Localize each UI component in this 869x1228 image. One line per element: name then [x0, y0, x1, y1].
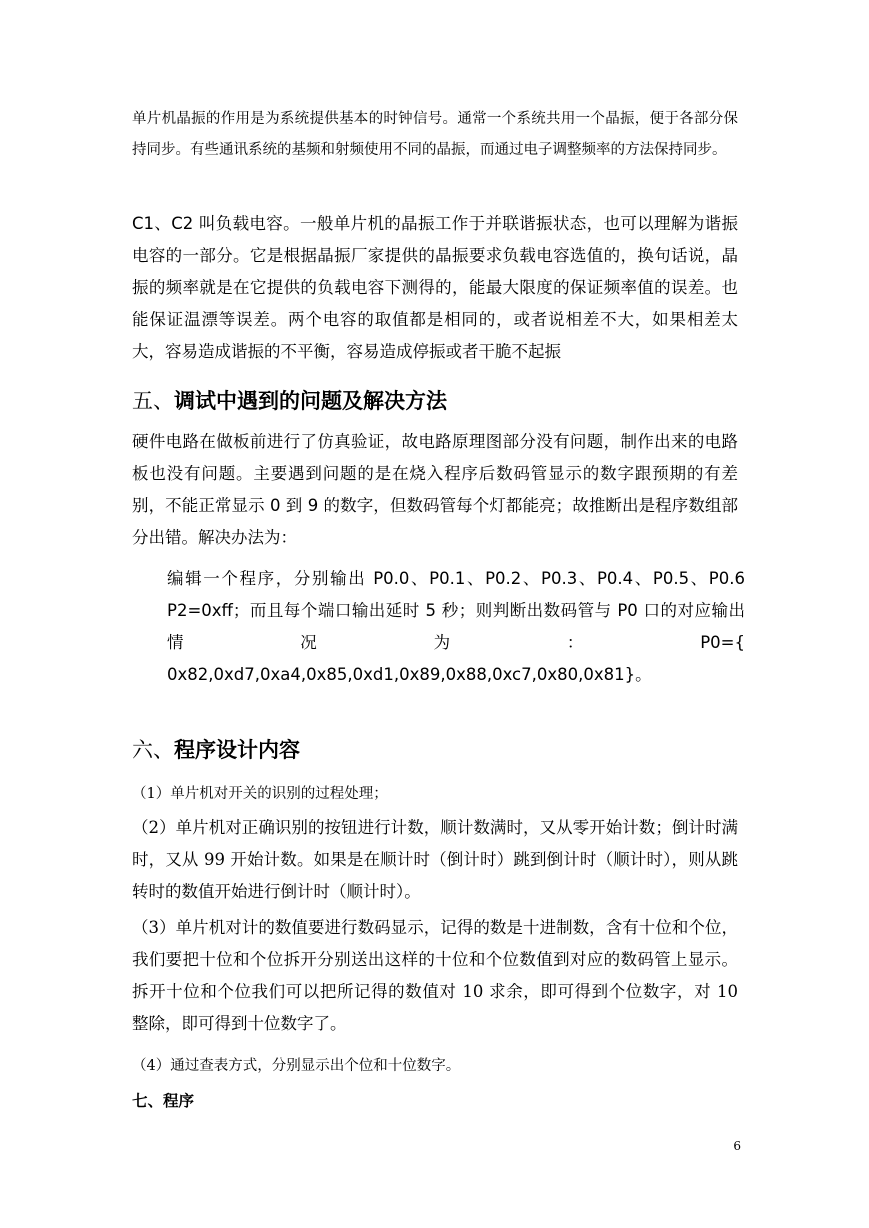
paragraph-crystal-role: 单片机晶振的作用是为系统提供基本的时钟信号。通常一个系统共用一个晶振，便于各部分保持同步。有些通讯系统的基频和射频使用不同的晶振，而通过电子调整频率的方法保持同步。	[132, 111, 738, 158]
paragraph-load-capacitor: C1、C2 叫负载电容。一般单片机的晶振工作于并联谐振状态，也可以理解为谐振电容的一部分。它是根据晶振厂家提供的晶振要求负载电容选值的，换句话说，晶振的频率就是在它提供的负载电容下测得的，能最大限度的保证频率值的误差。也能保证温漂等误差。两个电容的取值都是相同的，或者说相差不大，如果相差太大，容易造成谐振的不平衡，容易造成停振或者干脆不起振	[132, 214, 738, 361]
list-item-1: （1）单片机对开关的识别的过程处理；	[132, 786, 388, 802]
list-item-2: （2）单片机对正确识别的按钮进行计数，顺计数满时，又从零开始计数；倒计时满时，又从 99 开始计数。如果是在顺计时（倒计时）跳到倒计时（顺计时），则从跳转时的数值开始进行倒计时（顺计时）。	[132, 818, 738, 901]
heading-section-6-number: 六、	[132, 738, 174, 762]
list-item-3: （3）单片机对计的数值要进行数码显示，记得的数是十进制数，含有十位和个位，我们要把十位和个位拆开分别送出这样的十位和个位数值到对应的数码管上显示。拆开十位和个位我们可以把所记得的数值对 10 求余，即可得到个位数字，对 10 整除，即可得到十位数字了。	[132, 918, 738, 1033]
heading-section-5-number: 五、	[132, 389, 174, 413]
heading-section-5	[132, 386, 447, 416]
heading-section-6	[132, 735, 300, 765]
heading-section-6-text: 程序设计内容	[174, 738, 300, 762]
paragraph-debug-problem: 硬件电路在做板前进行了仿真验证，故电路原理图部分没有问题，制作出来的电路板也没有问题。主要遇到问题的是在烧入程序后数码管显示的数字跟预期的有差别，不能正常显示 0 到 9 的数字，但数码管每个灯都能亮；故推断出是程序数组部分出错。解决办法为：	[132, 432, 738, 547]
heading-section-7: 七、程序	[132, 1091, 195, 1110]
page-number: 6	[733, 1139, 741, 1153]
paragraph-debug-solution: 编辑一个程序，分别输出 P0.0、P0.1、P0.2、P0.3、P0.4、P0.5、P0.6 P2=0xff；而且每个端口输出延时 5 秒；则判断出数码管与 P0 口的对应输出情况为：P0={ 0x82,0xd7,0xa4,0x85,0xd1,0x89,0x88,0xc7,0x80,0x81}。	[167, 569, 745, 684]
heading-section-5-text: 调试中遇到的问题及解决方法	[174, 389, 447, 413]
list-item-4: （4）通过查表方式，分别显示出个位和十位数字。	[132, 1058, 461, 1074]
